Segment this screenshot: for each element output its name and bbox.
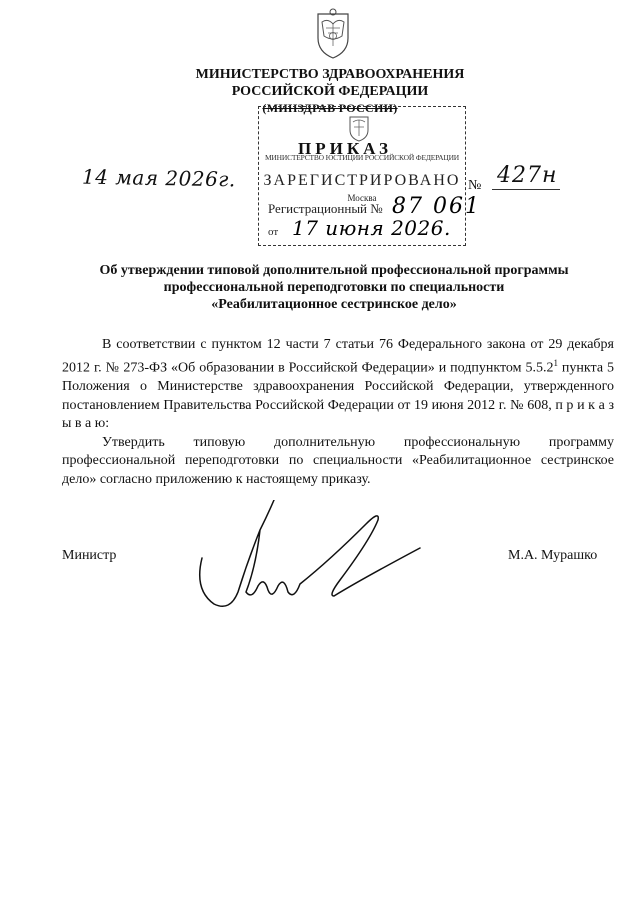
doc-type-title: ПРИКАЗ bbox=[298, 139, 392, 158]
ministry-name bbox=[160, 66, 500, 100]
ministry-abbreviation: (МИНЗДРАВ РОССИИ) bbox=[262, 101, 398, 115]
coat-of-arms-icon bbox=[308, 6, 358, 60]
p1-before-sup: В соответствии с пунктом 12 части 7 статьи 76 Федерального закона от 29 декабря 2012 г. № 273-ФЗ «Об образовании в Российской Федерации» и подпунктом 5.5.2 bbox=[62, 337, 614, 377]
title-line2: профессиональной переподготовки по специальности bbox=[163, 280, 505, 295]
ministry-line1: МИНИСТЕРСТВО ЗДРАВООХРАНЕНИЯ bbox=[195, 67, 465, 82]
title-line3: «Реабилитационное сестринское дело» bbox=[211, 297, 457, 312]
stamp-reg-label: Регистрационный № bbox=[268, 201, 383, 216]
handwritten-signature bbox=[190, 500, 430, 630]
stamp-registered: ЗАРЕГИСТРИРОВАНО bbox=[263, 172, 461, 189]
order-date: 14 мая 2026г. bbox=[81, 164, 236, 192]
body-paragraph-2: Утвердить типовую дополнительную профессиональную программу профессиональной переподготовки по специальности «Реабилитационное сестринское дело» согласно приложению к настоящему приказу. bbox=[62, 434, 614, 487]
stamp-city: Москва bbox=[347, 193, 377, 203]
document-body bbox=[62, 336, 614, 489]
stamp-date: 17 июня 2026. bbox=[292, 216, 451, 240]
title-line1: Об утверждении типовой дополнительной профессиональной программы bbox=[99, 263, 569, 278]
ministry-line2: РОССИЙСКОЙ ФЕДЕРАЦИИ bbox=[231, 84, 429, 99]
stamp-date-label: от bbox=[268, 226, 279, 238]
stamp-emblem-icon bbox=[345, 112, 373, 142]
p1-superscript: 1 bbox=[553, 358, 558, 369]
order-number: 427н bbox=[497, 163, 558, 188]
order-number-label: № bbox=[468, 178, 482, 193]
stamp-reg-number: 87 061 bbox=[392, 194, 481, 219]
signatory-name: М.А. Мурашко bbox=[508, 548, 598, 563]
document-title bbox=[60, 262, 608, 313]
p1-after-sup: пункта 5 Положения о Министерстве здравоохранения Российской Федерации, утвержденного постановлением Правительства Российской Федерации от 19 июня 2012 г. № 608, п р и к а з ы в а ю: bbox=[62, 361, 614, 432]
body-paragraph-1 bbox=[62, 336, 614, 434]
stamp-ministry: МИНИСТЕРСТВО ЮСТИЦИИ РОССИЙСКОЙ ФЕДЕРАЦИИ bbox=[264, 153, 460, 162]
order-number-underline bbox=[492, 189, 560, 190]
signatory-position: Министр bbox=[62, 548, 117, 563]
